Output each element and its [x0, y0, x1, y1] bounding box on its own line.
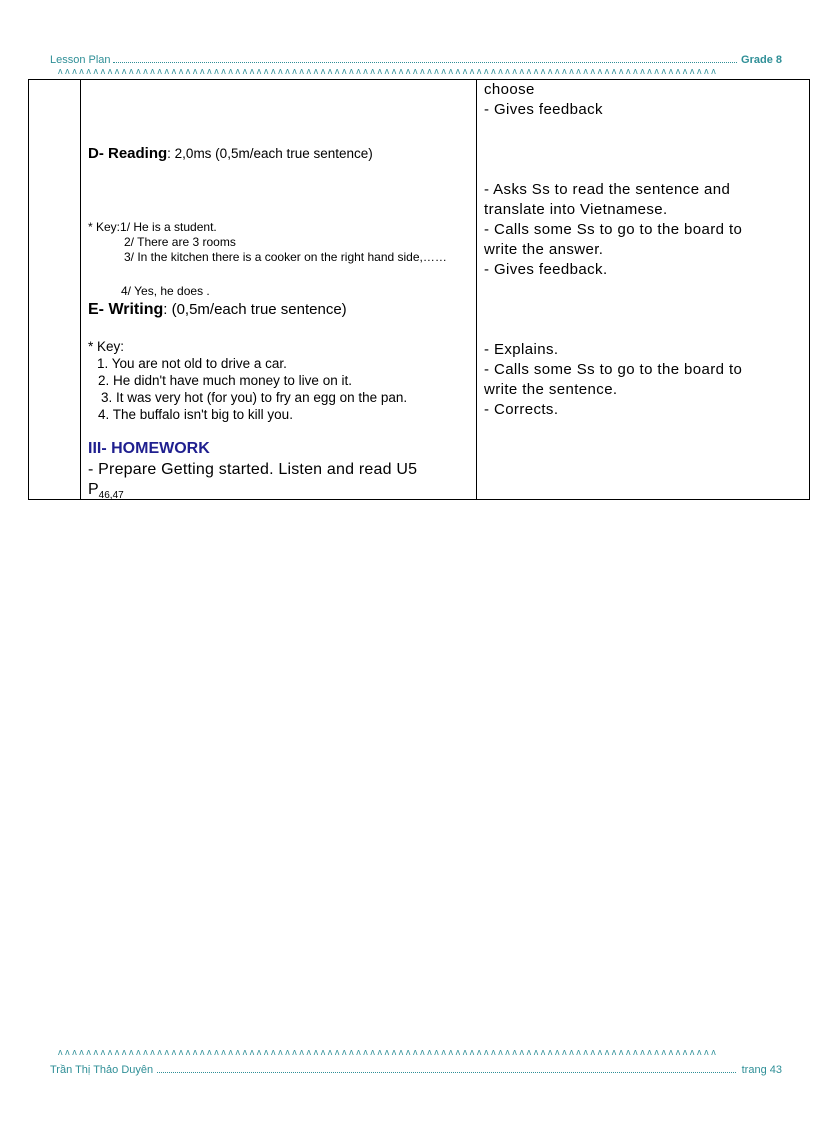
footer-dotted-leader — [157, 1071, 735, 1073]
teacher-activity-cell — [477, 80, 810, 500]
teacher-block-3 — [484, 340, 803, 420]
page-footer — [50, 1060, 782, 1076]
writing-key-item: 2. He didn't have much money to live on it. — [98, 373, 352, 388]
writing-marks: : (0,5m/each true sentence) — [163, 301, 347, 318]
reading-key-1: * Key:1/ He is a student. — [88, 220, 217, 234]
teacher-line: write the sentence. — [484, 381, 618, 398]
writing-heading — [88, 299, 470, 320]
teacher-line: - Asks Ss to read the sentence and — [484, 181, 731, 198]
header-ornament-border: ʌʌʌʌʌʌʌʌʌʌʌʌʌʌʌʌʌʌʌʌʌʌʌʌʌʌʌʌʌʌʌʌʌʌʌʌʌʌʌʌʌʌʌʌʌʌʌʌʌʌʌʌʌʌʌʌʌʌʌʌʌʌʌʌʌʌʌʌʌʌʌʌʌʌʌʌʌʌʌʌʌʌʌʌʌʌʌʌʌʌʌʌʌ — [58, 67, 719, 76]
writing-key-item: 3. It was very hot (for you) to fry an egg on the pan. — [101, 390, 408, 405]
footer-author: Trần Thị Thảo Duyên — [50, 1064, 154, 1076]
header-dotted-leader — [113, 61, 737, 63]
teacher-line: - Corrects. — [484, 401, 559, 418]
reading-key-4: 4/ Yes, he does . — [121, 284, 210, 298]
teacher-line: - Calls some Ss to go to the board to — [484, 221, 743, 238]
teacher-block-2 — [484, 180, 803, 280]
teacher-line: write the answer. — [484, 241, 604, 258]
teacher-line: choose — [484, 81, 535, 98]
writing-key-item: 1. You are not old to drive a car. — [97, 356, 287, 371]
teacher-line: - Gives feedback. — [484, 261, 608, 278]
reading-title: D- Reading — [88, 145, 168, 162]
header-grade: Grade 8 — [741, 54, 782, 66]
table-row — [29, 80, 810, 500]
writing-key-item: 4. The buffalo isn't big to kill you. — [98, 407, 293, 422]
teacher-line: - Gives feedback — [484, 101, 603, 118]
stage-column-cell — [29, 80, 81, 500]
teacher-block-1 — [484, 80, 803, 120]
teacher-line: translate into Vietnamese. — [484, 201, 668, 218]
teacher-line: - Explains. — [484, 341, 559, 358]
header-title: Lesson Plan — [50, 54, 111, 66]
reading-key-2: 2/ There are 3 rooms — [124, 235, 236, 249]
homework-pages — [88, 479, 470, 506]
footer-ornament-border: ʌʌʌʌʌʌʌʌʌʌʌʌʌʌʌʌʌʌʌʌʌʌʌʌʌʌʌʌʌʌʌʌʌʌʌʌʌʌʌʌʌʌʌʌʌʌʌʌʌʌʌʌʌʌʌʌʌʌʌʌʌʌʌʌʌʌʌʌʌʌʌʌʌʌʌʌʌʌʌʌʌʌʌʌʌʌʌʌʌʌʌʌʌ — [58, 1048, 719, 1057]
teacher-line: - Calls some Ss to go to the board to — [484, 361, 743, 378]
homework-page-numbers: 46,47 — [98, 490, 124, 502]
homework-page-letter: P — [88, 481, 99, 498]
lesson-table — [28, 79, 810, 500]
writing-title: E- Writing — [88, 301, 164, 318]
reading-key-3: 3/ In the kitchen there is a cooker on the right hand side,…… — [124, 250, 447, 264]
content-column-cell — [81, 80, 477, 500]
writing-key-label: * Key: — [88, 339, 125, 354]
footer-page-number: trang 43 — [741, 1064, 782, 1076]
reading-heading — [88, 144, 470, 164]
homework-text: - Prepare Getting started. Listen and read U5 — [88, 461, 418, 478]
homework-heading: III- HOMEWORK — [88, 440, 210, 457]
reading-marks: : 2,0ms (0,5m/each true sentence) — [167, 146, 373, 161]
page-header — [50, 50, 782, 66]
